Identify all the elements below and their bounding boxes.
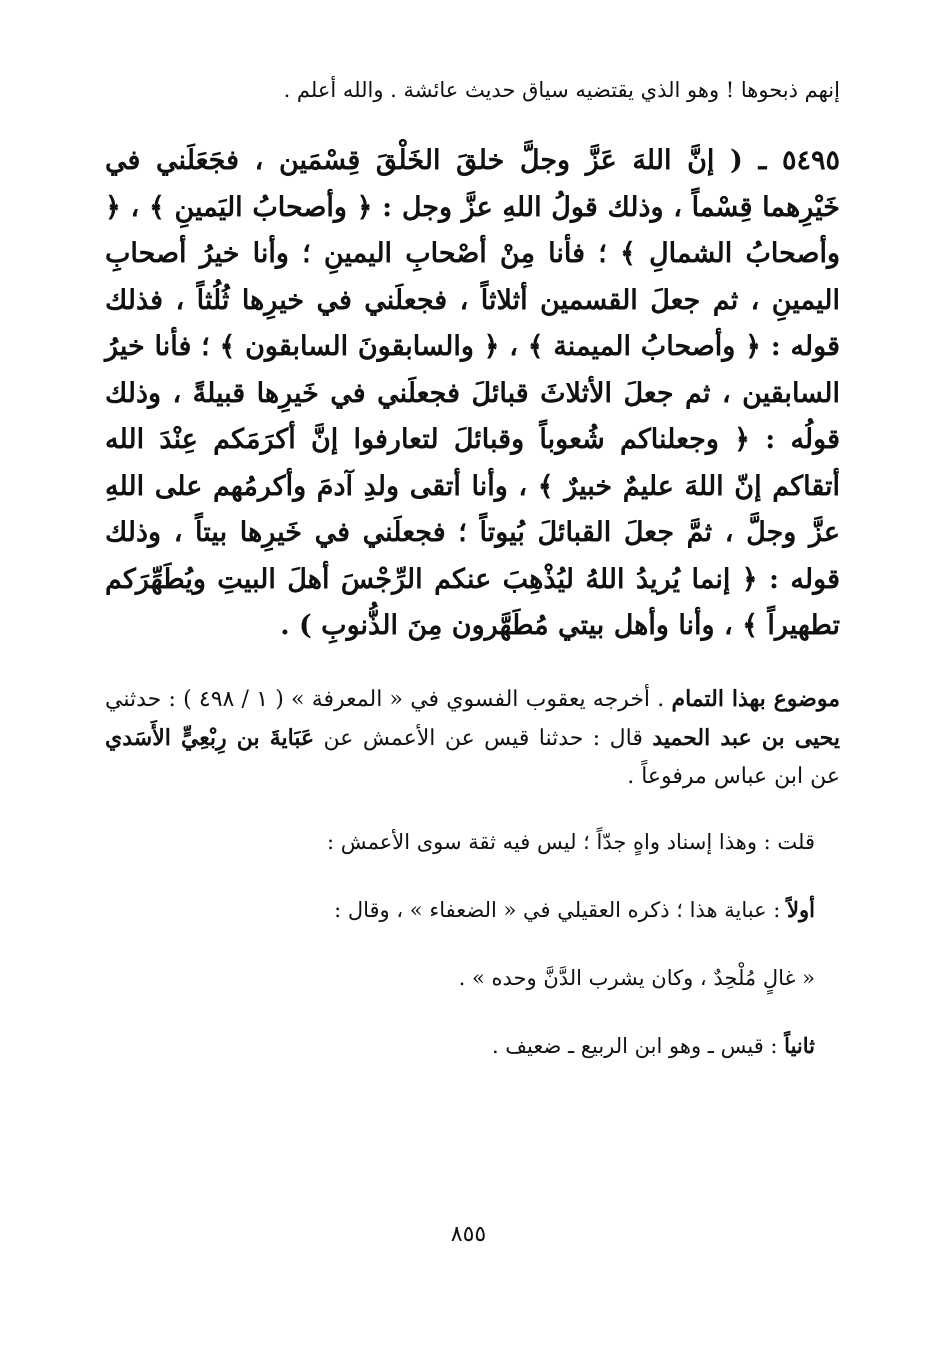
- takhrij-text-2: قال : حدثنا قيس عن الأعمش عن: [314, 725, 653, 751]
- page-number: ٨٥٥: [450, 1222, 487, 1247]
- note-line: [105, 824, 815, 860]
- note-text: : عباية هذا ؛ ذكره العقيلي في « الضعفاء » ، وقال :: [334, 897, 788, 922]
- note-text: قلت : وهذا إسناد واهٍ جدّاً ؛ ليس فيه ثقة سوى الأعمش :: [327, 829, 815, 854]
- page-body: [105, 60, 840, 1064]
- note-text: « غالٍ مُلْحِدٌ ، وكان يشرب الدَّنَّ وحده » .: [458, 965, 815, 990]
- grading-verdict: موضوع بهذا التمام: [671, 685, 840, 712]
- narrator-name-2: عَبَايةَ بن رِبْعِيٍّ الأَسَدي: [105, 724, 315, 751]
- previous-page-continuation: إنهم ذبحوها ! وهو الذي يقتضيه سياق حديث عائشة . والله أعلم .: [283, 78, 840, 102]
- note-line: [105, 960, 815, 996]
- takhrij-text-3: عن ابن عباس مرفوعاً .: [627, 763, 840, 789]
- note-label: أولاً: [787, 896, 815, 922]
- narrator-name-1: يحيى بن عبد الحميد: [652, 724, 840, 751]
- note-line: [105, 892, 815, 928]
- note-line: [105, 1028, 815, 1064]
- note-label: ثانياً: [784, 1032, 815, 1058]
- takhrij-paragraph: [105, 680, 840, 796]
- note-text: : قيس ـ وهو ابن الربيع ـ ضعيف .: [491, 1033, 785, 1058]
- hadith-text: ٥٤٩٥ ـ ( إنَّ اللهَ عَزَّ وجلَّ خلقَ الخَلْقَ قِسْمَين ، فجَعَلَني في خَيْرِهما قِسْماً ، وذلك قولُ اللهِ عزَّ وجل : ﴿ وأصحابُ اليَمينِ ﴾ ، ﴿ وأصحابُ الشمالِ ﴾ ؛ فأنا مِنْ أصْحابِ اليمينِ ؛ وأنا خيرُ أصحابِ اليمينِ ، ثم جعلَ القسمين أثلاثاً ، فجعلَني في خيرِها ثُلُثاً ، فذلك قوله : ﴿ وأصحابُ الميمنة ﴾ ، ﴿ والسابقونَ السابقون ﴾ ؛ فأنا خيرُ السابقين ، ثم جعلَ الأثلاثَ قبائلَ فجعلَني في خَيرِها قبيلةً ، وذلك قولُه : ﴿ وجعلناكم شُعوباً وقبائلَ لتعارفوا إنَّ أكرَمَكم عِنْدَ الله أتقاكم إنّ اللهَ عليمٌ خبيرٌ ﴾ ، وأنا أتقى ولدِ آدمَ وأكرمُهم على اللهِ عزَّ وجلَّ ، ثمَّ جعلَ القبائلَ بُيوتاً ؛ فجعلَني في خَيرِها بيتاً ، وذلك قوله : ﴿ إنما يُريدُ اللهُ ليُذْهِبَ عنكم الرِّجْسَ أهلَ البيتِ ويُطَهِّرَكم تطهيراً ﴾ ، وأنا وأهل بيتي مُطَهَّرون مِنَ الذُّنوبِ ) .: [105, 145, 840, 641]
- takhrij-text-1: . أخرجه يعقوب الفسوي في « المعرفة » ( ١ / ٤٩٨ ) : حدثني: [105, 686, 672, 712]
